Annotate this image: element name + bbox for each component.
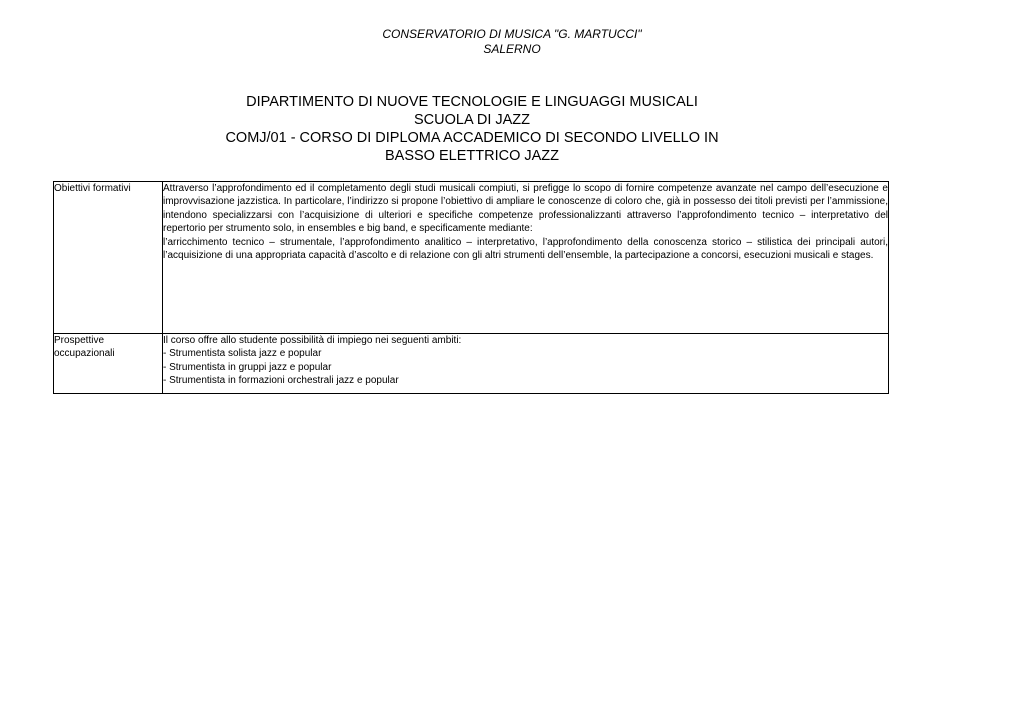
objectives-paragraph-1: Attraverso l’approfondimento ed il completamento degli studi musicali compiuti, si prefigge lo scopo di fornire competenze avanzate nel campo dell’esecuzione e improvvisazione jazzistica. In particolare, l’indirizzo si propone l’obiettivo di ampliare le conoscenze di coloro che, già in possesso dei titoli previsti per l’ammissione, intendono specializzarsi con l’acquisizione di ulteriori e specifiche competenze professionalizzanti attraverso l’approfondimento tecnico – interpretativo del repertorio per strumento solo, in ensembles e big band, e specificamente mediante: <box>163 183 888 235</box>
objectives-content <box>163 182 889 334</box>
table-row-objectives <box>54 182 889 334</box>
occupations-label-line-2: occupazionali <box>54 348 115 360</box>
objectives-paragraph-2: l’arricchimento tecnico – strumentale, l’approfondimento analitico – interpretativo, l’approfondimento della conoscenza storico – stilistica dei principali autori, l’acquisizione di una appropriata capacità d’ascolto e di relazione con gli altri strumenti dell’ensemble, la partecipazione a concorsi, esecuzioni musicali e stages. <box>163 236 888 262</box>
occupations-label <box>54 334 163 394</box>
list-item: - Strumentista in formazioni orchestrali jazz e popular <box>163 375 399 387</box>
table-row-occupations <box>54 334 889 394</box>
course-code-title: COMJ/01 - CORSO DI DIPLOMA ACCADEMICO DI SECONDO LIVELLO IN <box>225 130 719 146</box>
list-item: - Strumentista solista jazz e popular <box>163 348 322 360</box>
objectives-label: Obiettivi formativi <box>54 182 163 334</box>
occupations-intro: Il corso offre allo studente possibilità di impiego nei seguenti ambiti: <box>163 335 462 346</box>
school-title: SCUOLA DI JAZZ <box>413 112 531 128</box>
department-title: DIPARTIMENTO DI NUOVE TECNOLOGIE E LINGUAGGI MUSICALI <box>246 94 698 110</box>
course-name-title: BASSO ELETTRICO JAZZ <box>384 148 560 164</box>
occupations-content <box>163 334 889 394</box>
course-info-table <box>53 181 889 394</box>
occupations-label-line-1: Prospettive <box>54 335 105 346</box>
institution-name: CONSERVATORIO DI MUSICA "G. MARTUCCI" <box>382 27 642 41</box>
list-item: - Strumentista in gruppi jazz e popular <box>163 361 332 373</box>
institution-city: SALERNO <box>483 42 541 56</box>
